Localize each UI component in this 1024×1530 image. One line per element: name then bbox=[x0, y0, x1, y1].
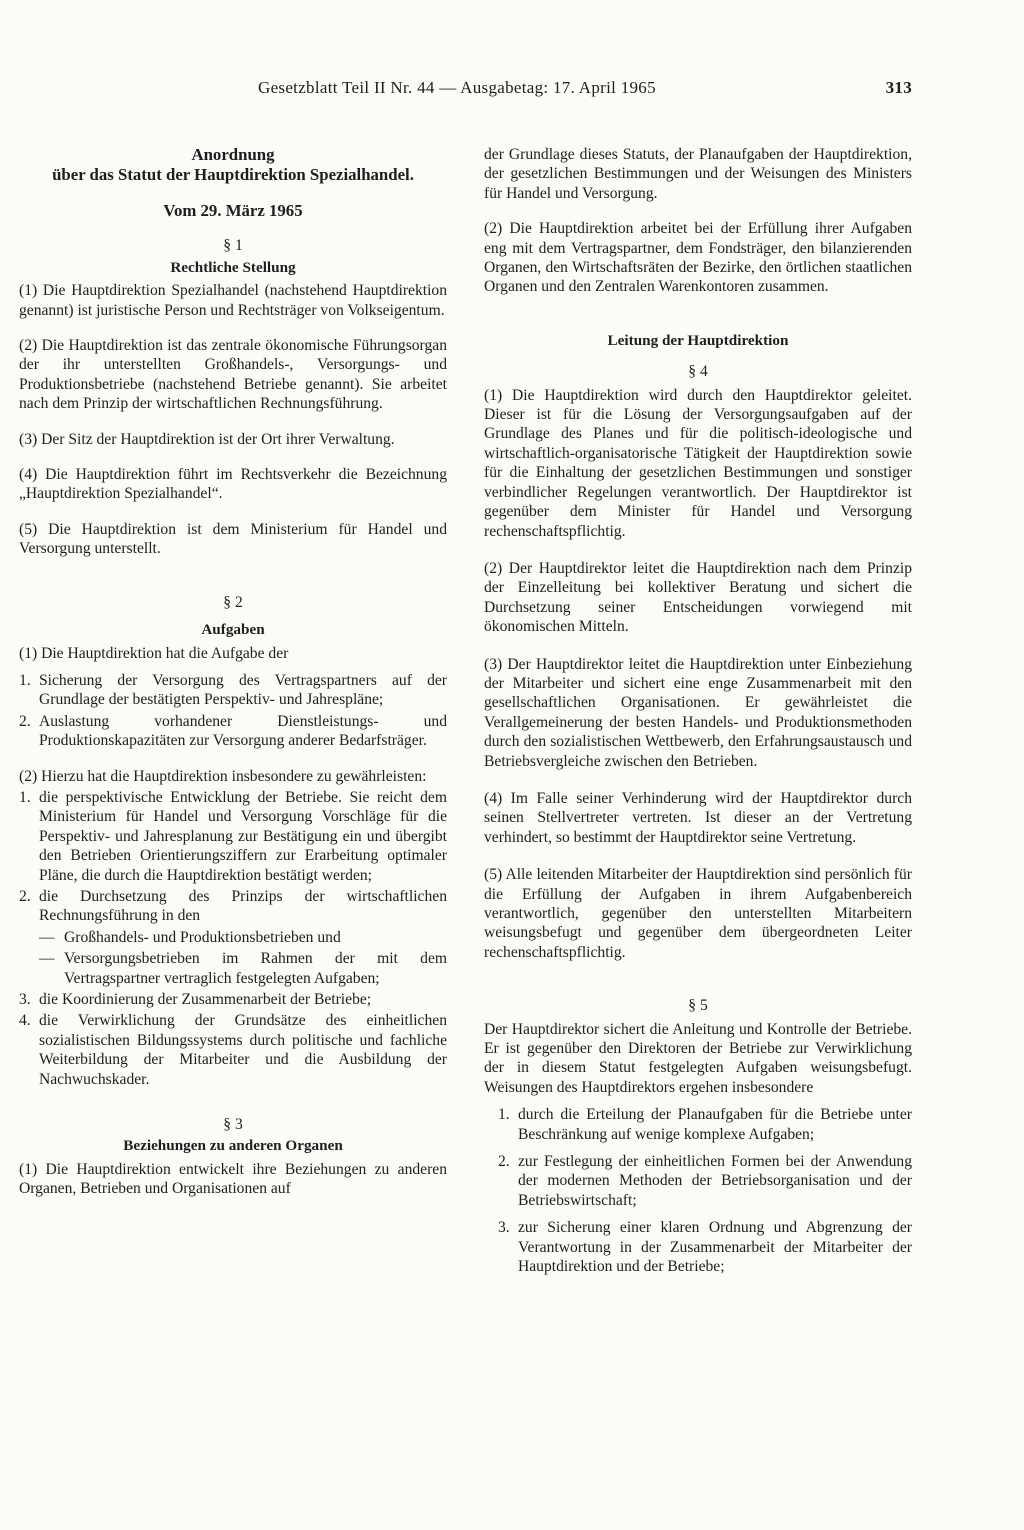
section-2-paragraph-1: (1) Die Hauptdirektion hat die Aufgabe der bbox=[19, 644, 289, 662]
section-1-heading: Rechtliche Stellung bbox=[170, 258, 296, 276]
list-item bbox=[19, 887, 447, 926]
dash-item bbox=[39, 949, 447, 988]
header-title: Gesetzblatt Teil II Nr. 44 — Ausgabetag: 17. April 1965 bbox=[258, 78, 656, 97]
list-item-text: zur Festlegung der einheitlichen Formen bei der Anwendung der modernen Methoden der Betriebsorganisation und der Betriebswirtschaft; bbox=[518, 1153, 912, 1209]
section-4-paragraph-5: (5) Alle leitenden Mitarbeiter der Hauptdirektion sind persönlich für die Erfüllung der Aufgaben in ihrem Aufgabenbereich verantwortlich, gegenüber den unterstellten Mitarbeitern weisungsbefugt und gegenüber dem übergeordneten Leiter rechenschaftspflichtig. bbox=[484, 866, 912, 961]
section-2-heading: Aufgaben bbox=[201, 621, 265, 639]
section-3-paragraph-1-continued: der Grundlage dieses Statuts, der Planaufgaben der Hauptdirektion, der gesetzlichen Bestimmungen und der Weisungen des Ministers für Handel und Versorgung. bbox=[484, 146, 912, 202]
section-5-number: § 5 bbox=[688, 997, 708, 1015]
section-3-paragraph-1: (1) Die Hauptdirektion entwickelt ihre Beziehungen zu anderen Organen, Betrieben und Organisationen auf bbox=[19, 1160, 447, 1198]
list-item-text: die Koordinierung der Zusammenarbeit der Betriebe; bbox=[39, 991, 372, 1008]
list-item bbox=[19, 671, 447, 710]
list-item-number: 2. bbox=[19, 712, 31, 730]
dash-item-text: Versorgungsbetrieben im Rahmen der mit dem Vertragspartner vertraglich festgelegten Aufgaben; bbox=[64, 950, 447, 987]
list-item-text: die Durchsetzung des Prinzips der wirtschaftlichen Rechnungsführung in den bbox=[39, 887, 447, 925]
section-4-paragraph-1: (1) Die Hauptdirektion wird durch den Hauptdirektor geleitet. Dieser ist für die Lösung der Versorgungsaufgaben auf der Grundlage des Planes und für die politisch-ideologische und wirtschaftlich-organisatorische Tätigkeit der Hauptdirektion sowie für die Einhaltung der gesetzlichen Bestimmungen und sonstiger verbindlicher Regelungen verantwortlich. Der Hauptdirektor ist gegenüber dem Minister für Handel und Versorgung rechenschaftspflichtig. bbox=[484, 386, 912, 540]
section-5-paragraph-1: Der Hauptdirektor sichert die Anleitung und Kontrolle der Betriebe. Er ist gegenüber den Direktoren der Betriebe zur Verwirklichung der in diesem Statut festgelegten Aufgaben weisungsbefugt. Weisungen des Hauptdirektors ergehen insbesondere bbox=[484, 1020, 912, 1096]
section-1-paragraph-3: (3) Der Sitz der Hauptdirektion ist der Ort ihrer Verwaltung. bbox=[19, 430, 395, 448]
list-item-number: 1. bbox=[498, 1106, 510, 1124]
section-1-paragraph-4: (4) Die Hauptdirektion führt im Rechtsverkehr die Bezeichnung „Hauptdirektion Spezialhandel“. bbox=[19, 466, 447, 503]
leitung-heading: Leitung der Hauptdirektion bbox=[607, 331, 789, 349]
list-item-text: Sicherung der Versorgung des Vertragspartners auf der Grundlage der bestätigten Perspektiv- und Jahrespläne; bbox=[39, 671, 447, 709]
list-item-text: die perspektivische Entwicklung der Betriebe. Sie reicht dem Ministerium für Handel und Versorgung Vorschläge für die Perspektiv- und Jahresplanung zur Bestätigung ein und übergibt den Betrieben Orientierungsziffern zur Erarbeitung optimaler Pläne, die durch die Hauptdirektion bestätigt werden; bbox=[39, 788, 447, 884]
document-date: Vom 29. März 1965 bbox=[163, 201, 303, 220]
section-4-paragraph-4: (4) Im Falle seiner Verhinderung wird der Hauptdirektor durch seinen Stellvertreter vertreten. Ist dieser an der Vertretung verhindert, so bestimmt der Hauptdirektor seine Vertretung. bbox=[484, 789, 912, 846]
section-3-number: § 3 bbox=[223, 1116, 243, 1134]
list-item bbox=[498, 1105, 912, 1144]
page-header bbox=[0, 78, 1024, 102]
dash-marker: — bbox=[39, 928, 55, 946]
list-item bbox=[19, 990, 447, 1009]
section-3-heading: Beziehungen zu anderen Organen bbox=[123, 1137, 343, 1155]
list-item-text: durch die Erteilung der Planaufgaben für die Betriebe unter Beschränkung auf wenige komplexe Aufgaben; bbox=[518, 1106, 912, 1143]
section-1-paragraph-5: (5) Die Hauptdirektion ist dem Ministerium für Handel und Versorgung unterstellt. bbox=[19, 520, 447, 558]
list-item bbox=[498, 1218, 912, 1276]
list-item-text: zur Sicherung einer klaren Ordnung und Abgrenzung der Verantwortung in der Zusammenarbeit der Mitarbeiter der Hauptdirektion und der Betriebe; bbox=[518, 1219, 912, 1276]
document-title-line2: über das Statut der Hauptdirektion Spezialhandel. bbox=[52, 165, 414, 184]
section-4-number: § 4 bbox=[688, 363, 708, 381]
section-1-paragraph-2: (2) Die Hauptdirektion ist das zentrale ökonomische Führungsorgan der ihr unterstellten Großhandels-, Versorgungs- und Produktionsbetriebe (nachstehend Betriebe genannt). Sie arbeitet nach dem Prinzip der wirtschaftlichen Rechnungsführung. bbox=[19, 337, 447, 413]
dash-marker: — bbox=[39, 950, 55, 968]
section-1-paragraph-1: (1) Die Hauptdirektion Spezialhandel (nachstehend Hauptdirektion genannt) ist juristische Person und Rechtsträger von Volkseigentum. bbox=[19, 282, 447, 319]
page-number: 313 bbox=[885, 78, 912, 97]
dash-item bbox=[39, 928, 447, 947]
section-3-paragraph-2: (2) Die Hauptdirektion arbeitet bei der Erfüllung ihrer Aufgaben eng mit dem Vertragspartner, dem Fondsträger, den bilanzierenden Organen, den Wirtschaftsräten der Bezirke, den örtlichen staatlichen Organen und den Zentralen Warenkontoren zusammen. bbox=[484, 220, 912, 296]
list-item-number: 2. bbox=[498, 1153, 510, 1171]
list-item bbox=[19, 712, 447, 751]
list-item-number: 2. bbox=[19, 887, 31, 905]
section-2-paragraph-2: (2) Hierzu hat die Hauptdirektion insbesondere zu gewährleisten: bbox=[19, 767, 427, 785]
right-column bbox=[484, 145, 912, 1277]
list-item-number: 3. bbox=[498, 1219, 510, 1237]
list-item bbox=[19, 788, 447, 885]
section-4-paragraph-2: (2) Der Hauptdirektor leitet die Hauptdirektion nach dem Prinzip der Einzelleitung bei kollektiver Beratung und sichert die Durchsetzung seiner Entscheidungen vorwiegend mit ökonomischen Mitteln. bbox=[484, 559, 912, 636]
list-item-text: Auslastung vorhandener Dienstleistungs- und Produktionskapazitäten zur Versorgung anderer Bedarfsträger. bbox=[39, 712, 447, 750]
section-4-paragraph-3: (3) Der Hauptdirektor leitet die Hauptdirektion unter Einbeziehung der Mitarbeiter und sichert eine enge Zusammenarbeit mit den gesellschaftlichen Organisationen. Er gewährleistet die Verallgemeinerung der besten Handels- und Produktionsmethoden durch den sozialistischen Wettbewerb, den Erfahrungsaustausch und Betriebsvergleiche zwischen den Betrieben. bbox=[484, 655, 912, 770]
dash-item-text: Großhandels- und Produktionsbetrieben und bbox=[64, 928, 341, 946]
list-item bbox=[498, 1152, 912, 1210]
document-title-line1: Anordnung bbox=[191, 145, 275, 164]
list-item-text: die Verwirklichung der Grundsätze des einheitlichen sozialistischen Bildungssystems durch politische und fachliche Weiterbildung der Mitarbeiter und die Ausbildung der Nachwuchskader. bbox=[39, 1012, 447, 1088]
list-item-number: 4. bbox=[19, 1012, 31, 1030]
list-item-number: 1. bbox=[19, 788, 31, 806]
left-column bbox=[19, 145, 447, 1199]
list-item-number: 1. bbox=[19, 671, 31, 689]
list-item-number: 3. bbox=[19, 991, 31, 1008]
list-item bbox=[19, 1011, 447, 1089]
section-2-number: § 2 bbox=[223, 593, 243, 611]
section-5-list bbox=[484, 1105, 912, 1276]
section-1-number: § 1 bbox=[223, 237, 243, 255]
